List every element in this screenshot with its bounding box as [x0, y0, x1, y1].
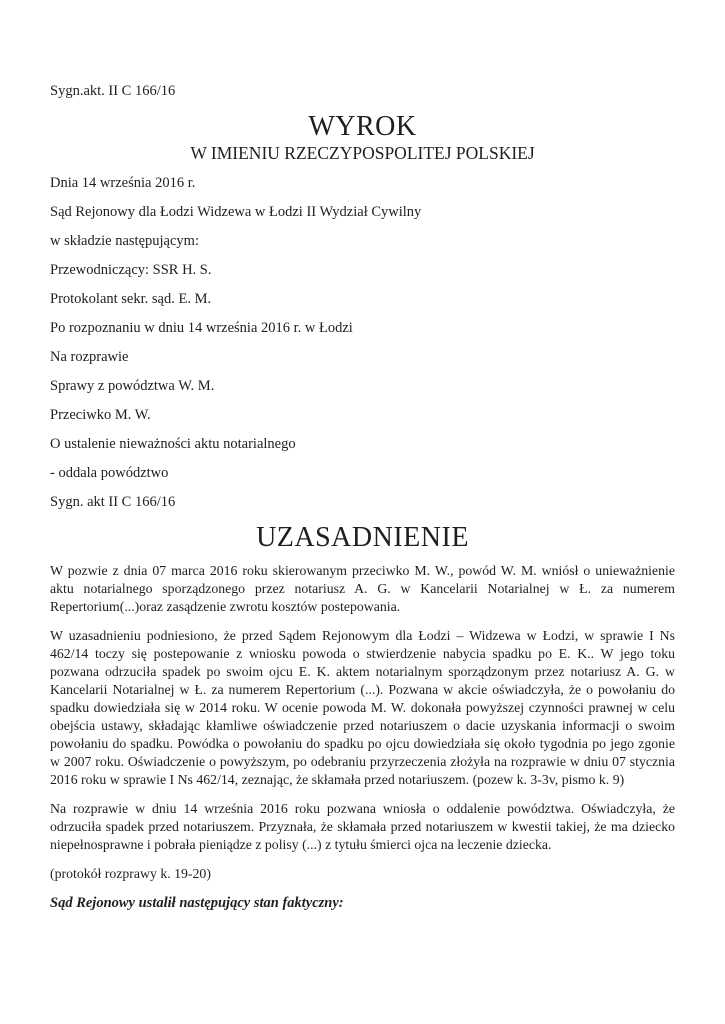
plaintiff-line: Sprawy z powództwa W. M. — [50, 378, 215, 395]
judgment-title: WYROK — [308, 111, 417, 142]
date-line: Dnia 14 września 2016 r. — [50, 175, 196, 192]
justification-paragraph-1: W pozwie z dnia 07 marca 2016 roku skierowanym przeciwko M. W., powód W. M. wniósł o unieważnienie aktu notarialnego sporządzonego przez notariusz A. G. w Kancelarii Notarialnej w Ł. za numerem Repertorium(...)oraz zasądzenie zwrotu kosztów postepowania. — [50, 563, 675, 615]
justification-paragraph-3: Na rozprawie w dniu 14 września 2016 roku pozwana wniosła o oddalenie powództwa. Oświadczyła, że odrzuciła spadek przed notariuszem. Przyznała, że skłamała przed notariuszem w kwestii takiej, że ma dziecko niepełnosprawne i pobrała pieniądze z polisy (...) z tytułu śmierci ojca na leczenie dziecka. — [50, 801, 675, 853]
findings-lead-line: Sąd Rejonowy ustalił następujący stan faktyczny: — [50, 895, 344, 912]
trial-line: Na rozprawie — [50, 349, 129, 366]
case-reference-repeat: Sygn. akt II C 166/16 — [50, 494, 176, 511]
case-subject-line: O ustalenie nieważności aktu notarialnego — [50, 436, 296, 453]
composition-line: w składzie następującym: — [50, 233, 199, 250]
justification-heading: UZASADNIENIE — [256, 522, 469, 554]
protocol-reference-line: (protokół rozprawy k. 19-20) — [50, 866, 211, 882]
judgment-subtitle: W IMIENIU RZECZYPOSPOLITEJ POLSKIEJ — [190, 143, 535, 164]
hearing-date-line: Po rozpoznaniu w dniu 14 września 2016 r. w Łodzi — [50, 320, 353, 337]
case-reference: Sygn.akt. II C 166/16 — [50, 83, 176, 99]
defendant-line: Przeciwko M. W. — [50, 407, 151, 424]
court-line: Sąd Rejonowy dla Łodzi Widzewa w Łodzi II Wydział Cywilny — [50, 204, 422, 221]
court-clerk-line: Protokolant sekr. sąd. E. M. — [50, 291, 212, 308]
ruling-line: - oddala powództwo — [50, 465, 169, 482]
justification-paragraph-2: W uzasadnieniu podniesiono, że przed Sądem Rejonowym dla Łodzi – Widzewa w Łodzi, w sprawie I Ns 462/14 toczy się postepowanie z wniosku powoda o stwierdzenie nabycia spadku po E. K.. W jego toku pozwana odrzuciła spadek po swoim ojcu E. K. aktem notarialnym sporządzonym przez notariusz A. G. w Kancelarii Notarialnej w Ł. za numerem Repertorium (...). Pozwana w akcie oświadczyła, że o powołaniu do spadku dowiedziała się w 2014 roku. W ocenie powoda M. W. dokonała powyższej czynności prawnej w celu obejścia ustawy, składając kłamliwe oświadczenie przed notariuszem o dacie uzyskania informacji o swoim powołaniu do spadku. Powódka o powołaniu do spadku po ojcu dowiedziała się około tygodnia po jego zgonie w 2007 roku. Oświadczenie o powyższym, po odebraniu przyrzeczenia złożyła na rozprawie w dniu 07 stycznia 2016 roku w sprawie I Ns 462/14, zeznając, że skłamała przed notariuszem. (pozew k. 3-3v, pismo k. 9) — [50, 628, 675, 788]
presiding-judge-line: Przewodniczący: SSR H. S. — [50, 262, 212, 279]
